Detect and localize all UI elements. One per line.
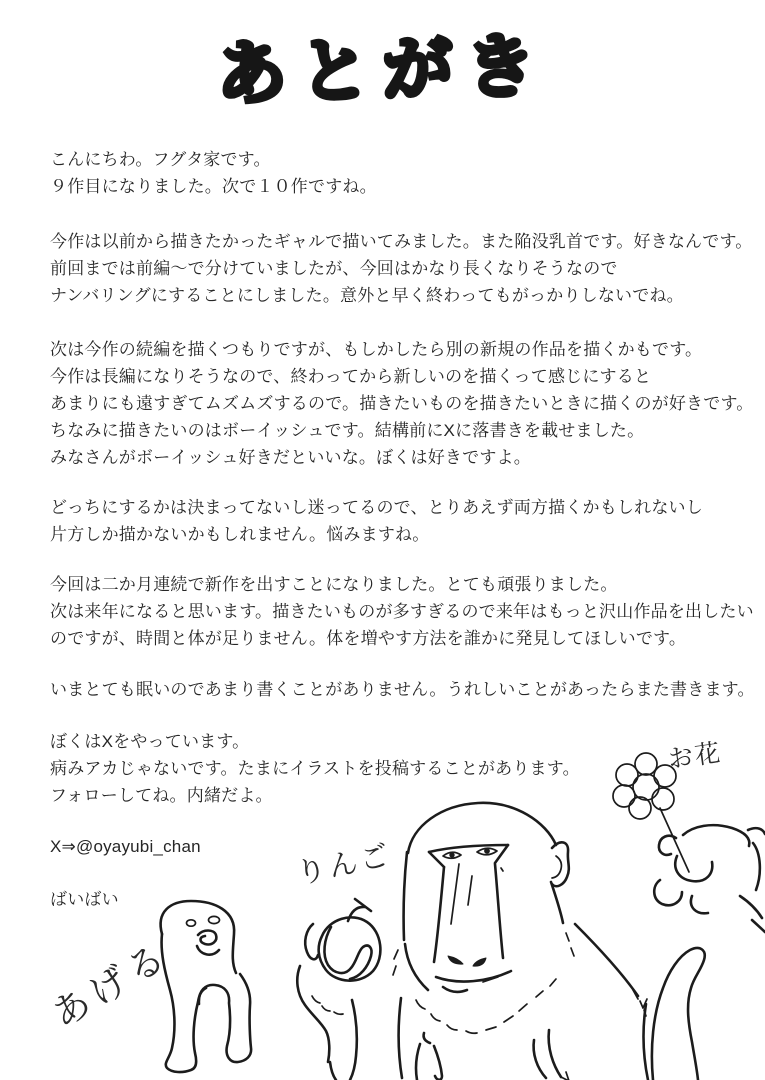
text-line: 今作は長編になりそうなので、終わってから新しいのを描くって感じにすると [50,367,652,386]
text-line: ばいばい [50,890,119,909]
text-line: 次は今作の続編を描くつもりですが、もしかしたら別の新規の作品を描くかもです。 [50,340,703,359]
apple-in-hand-icon [297,899,380,1080]
text-line: X⇒@oyayubi_chan [50,837,201,856]
ringo-caption: りんご [294,839,395,891]
text-line: 次は来年になると思います。描きたいものが多すぎるので来年はもっと沢山作品を出したい [50,602,754,621]
ohana-caption: お花 [666,738,724,774]
flower-icon [613,753,676,819]
text-line: ぼくはXをやっています。 [50,732,250,751]
text-line: 今作は以前から描きたかったギャルで描いてみました。また陥没乳首です。好きなんです。 [50,232,753,251]
text-line: ナンバリングにすることにしました。意外と早く終わってもがっかりしないでね。 [50,286,684,305]
monkey-icon [393,803,765,1080]
page-title: あとがき [215,26,550,114]
text-line: 今回は二か月連続で新作を出すことになりました。とても頑張りました。 [50,575,618,594]
ageru-caption: あげる [45,933,177,1036]
text-line: 片方しか描かないかもしれません。悩みますね。 [50,525,430,544]
text-line: みなさんがボーイッシュ好きだといいな。ぼくは好きですよ。 [50,448,531,467]
text-line: 前回までは前編～で分けていましたが、今回はかなり長くなりそうなので [50,259,618,278]
text-line: ちなみに描きたいのはボーイッシュです。結構前にXに落書きを載せました。 [50,421,645,440]
blob-character-icon [161,901,252,1072]
text-line: いまとても眠いのであまり書くことがありません。うれしいことがあったらまた書きます。 [50,680,755,699]
text-line: こんにちわ。フグタ家です。 [50,150,271,169]
text-line: 病みアカじゃないです。たまにイラストを投稿することがあります。 [50,759,580,778]
text-line: どっちにするかは決まってないし迷ってるので、とりあえず両方描くかもしれないし [50,498,703,517]
text-line: ９作目になりました。次で１０作ですね。 [50,177,377,196]
text-line: フォローしてね。内緒だよ。 [50,786,273,805]
text-line: のですが、時間と体が足りません。体を増やす方法を誰かに発見してほしいです。 [50,629,687,648]
text-line: あまりにも遠すぎてムズムズするので。描きたいものを描きたいときに描くのが好きです。 [50,394,754,413]
